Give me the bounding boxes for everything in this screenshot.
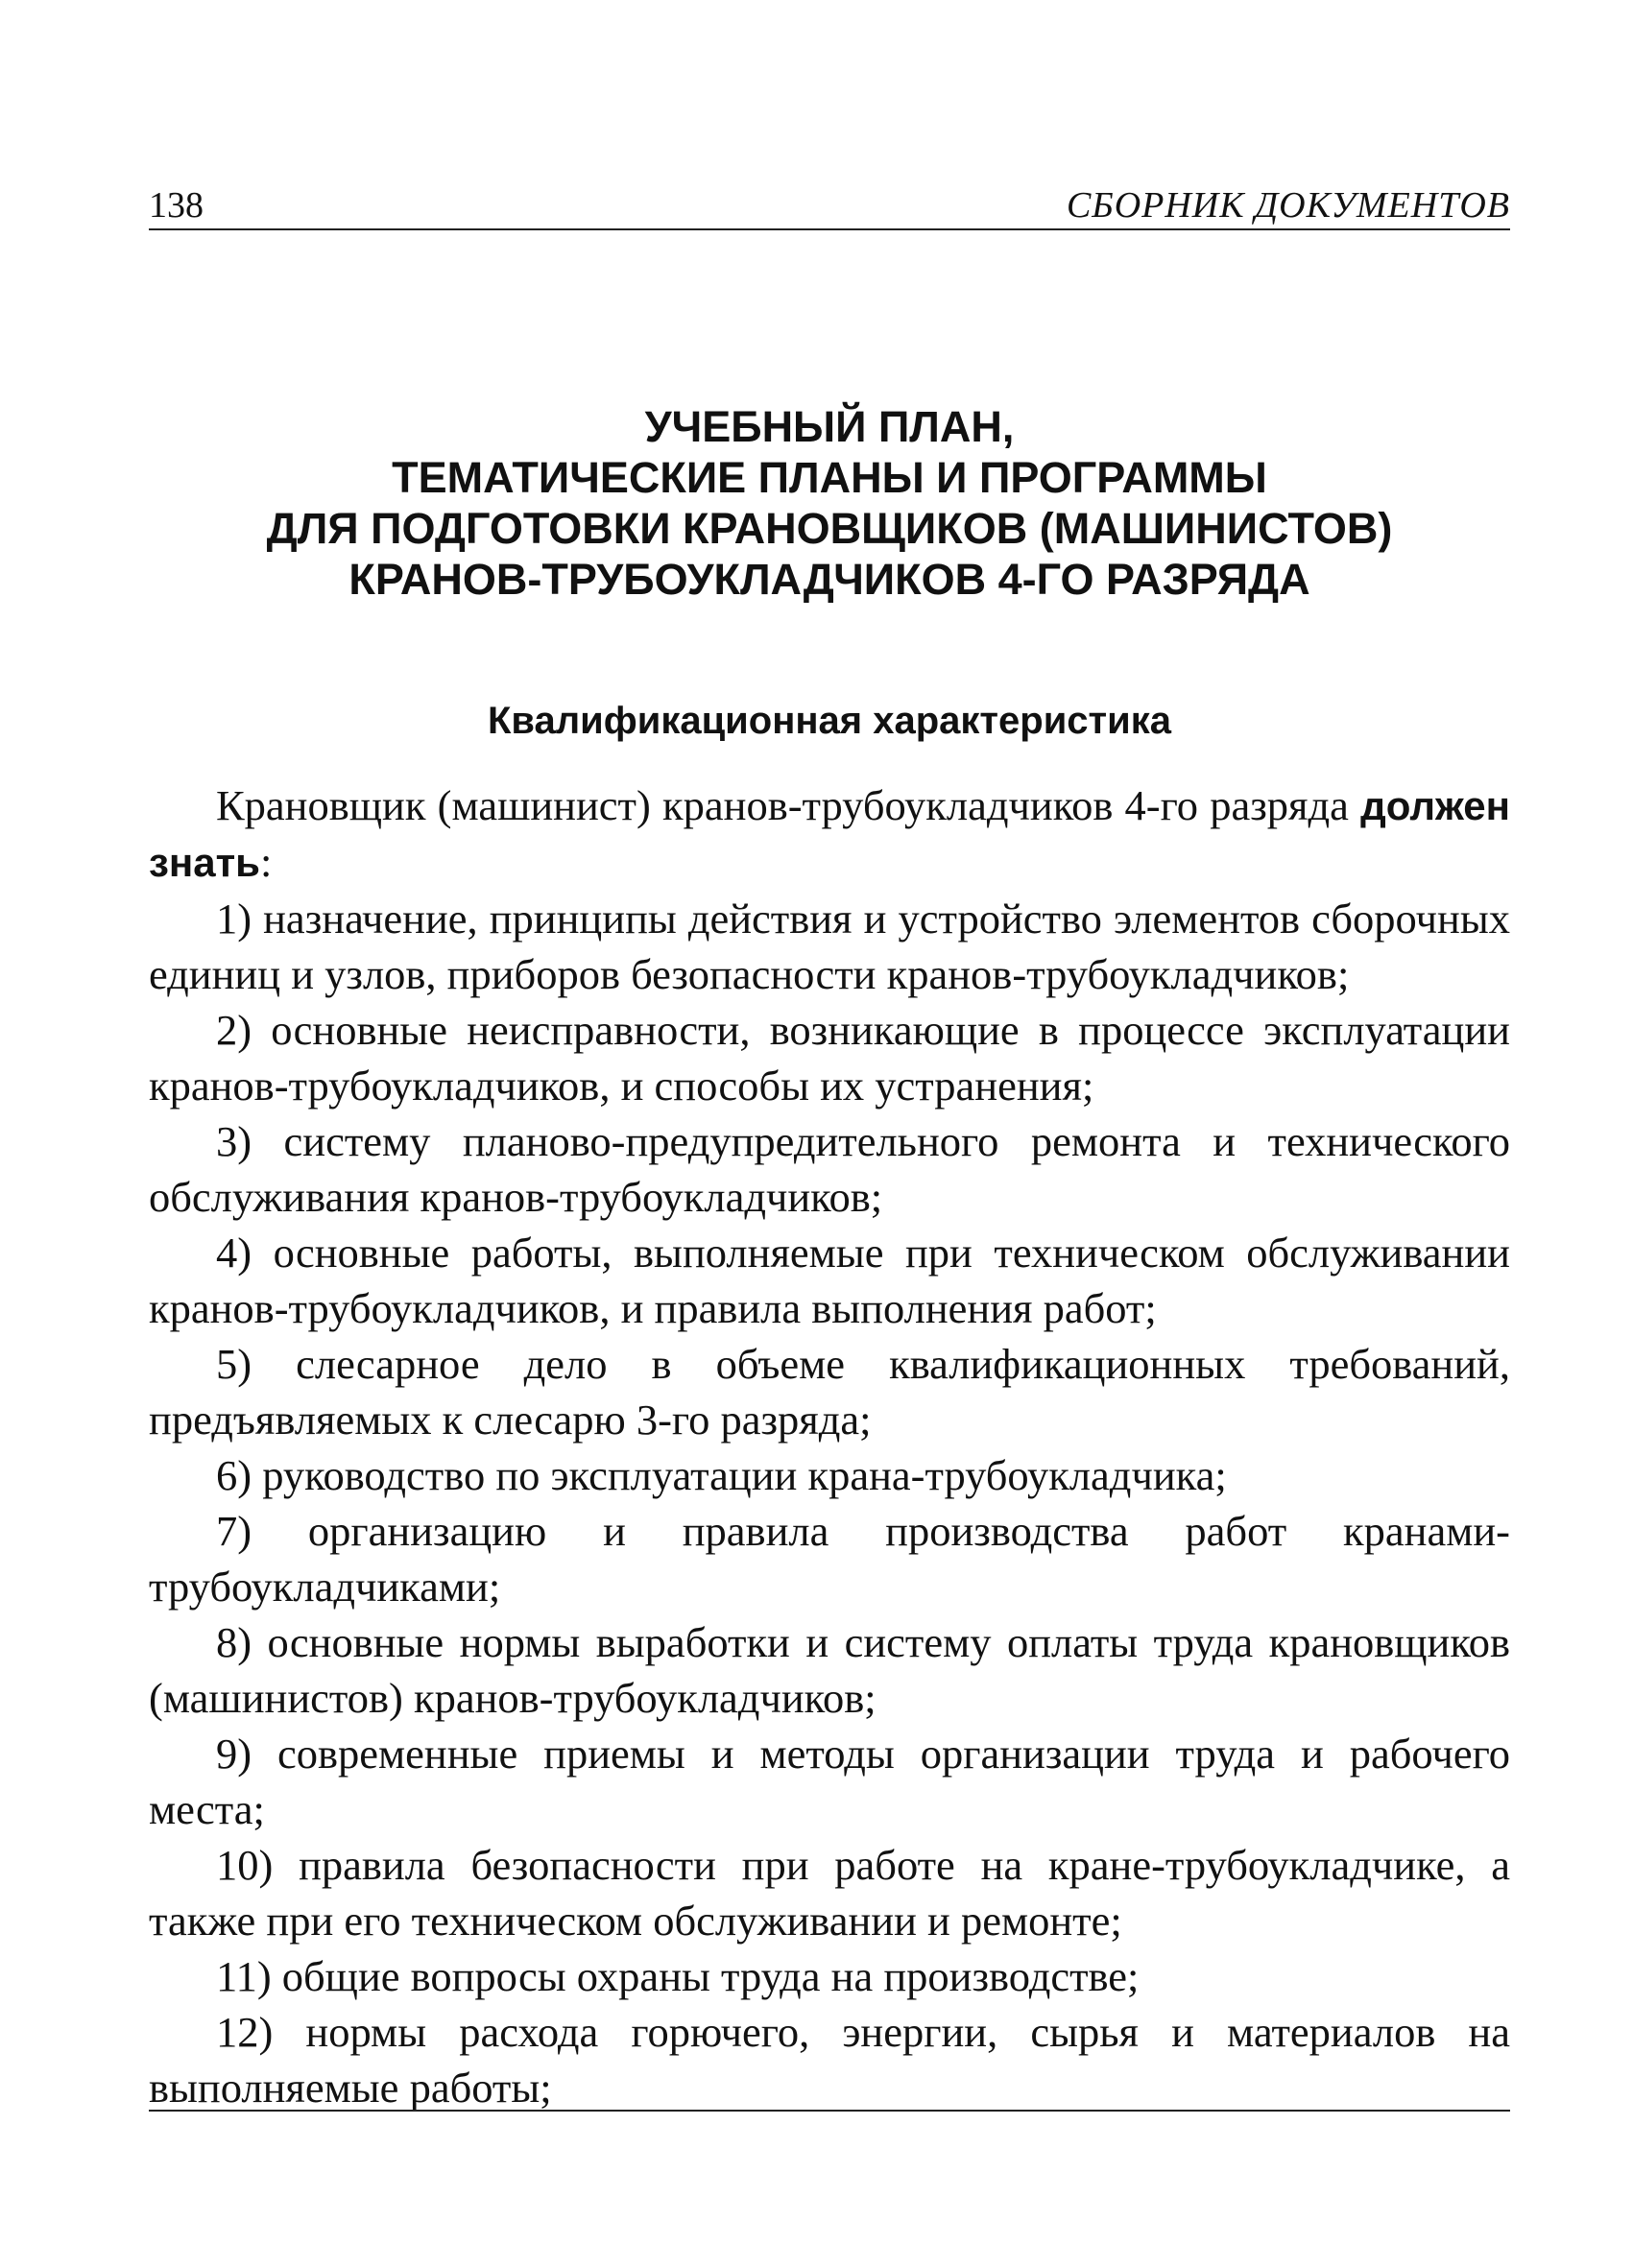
section-heading: Квалификационная характеристика xyxy=(488,700,1171,742)
list-item: 7) организацию и правила производства работ кранами-трубоукладчиками; xyxy=(149,1507,1510,1611)
list-item: 5) слесарное дело в объеме квалификационных требований, предъявляемых к слесарю 3-го разряда; xyxy=(149,1340,1510,1444)
list-item: 4) основные работы, выполняемые при техническом обслуживании кранов-трубоукладчиков, и правила выполнения работ; xyxy=(149,1229,1510,1332)
list-item: 12) нормы расхода горючего, энергии, сырья и материалов на выполняемые работы; xyxy=(149,2008,1510,2112)
list-item: 2) основные неисправности, возникающие в процессе эксплуатации кранов-трубоукладчиков, и способы их устранения; xyxy=(149,1006,1510,1110)
title-line: ДЛЯ ПОДГОТОВКИ КРАНОВЩИКОВ (МАШИНИСТОВ) xyxy=(266,504,1393,553)
title-line: ТЕМАТИЧЕСКИЕ ПЛАНЫ И ПРОГРАММЫ xyxy=(392,453,1267,502)
document-title xyxy=(149,401,1510,605)
intro-emphasis: должен знать xyxy=(149,783,1510,885)
list-item: 11) общие вопросы охраны труда на производстве; xyxy=(216,1952,1140,2000)
list-item: 10) правила безопасности при работе на кране-трубоукладчике, а также при его техническом обслуживании и ремонте; xyxy=(149,1841,1510,1945)
intro-text: Крановщик (машинист) кранов-трубоукладчиков 4-го разряда xyxy=(216,781,1361,829)
list-item: 1) назначение, принципы действия и устройство элементов сборочных единиц и узлов, приборов безопасности кранов-трубоукладчиков; xyxy=(149,895,1510,998)
footer-divider xyxy=(149,2110,1510,2112)
title-line: УЧЕБНЫЙ ПЛАН, xyxy=(644,402,1015,451)
list-item: 9) современные приемы и методы организации труда и рабочего места; xyxy=(149,1730,1510,1833)
title-line: КРАНОВ-ТРУБОУКЛАДЧИКОВ 4-ГО РАЗРЯДА xyxy=(348,555,1310,604)
intro-tail: : xyxy=(260,838,273,886)
page-number: 138 xyxy=(149,185,204,226)
list-item: 6) руководство по эксплуатации крана-трубоукладчика; xyxy=(216,1451,1227,1499)
list-item: 3) систему планово-предупредительного ремонта и технического обслуживания кранов-трубоукладчиков; xyxy=(149,1117,1510,1221)
running-title: СБОРНИК ДОКУМЕНТОВ xyxy=(1066,185,1510,226)
intro-paragraph xyxy=(149,777,1510,891)
list-item: 8) основные нормы выработки и систему оплаты труда крановщиков (машинистов) кранов-трубоукладчиков; xyxy=(149,1618,1510,1722)
document-body xyxy=(149,777,1510,2115)
page-header xyxy=(149,182,1510,230)
